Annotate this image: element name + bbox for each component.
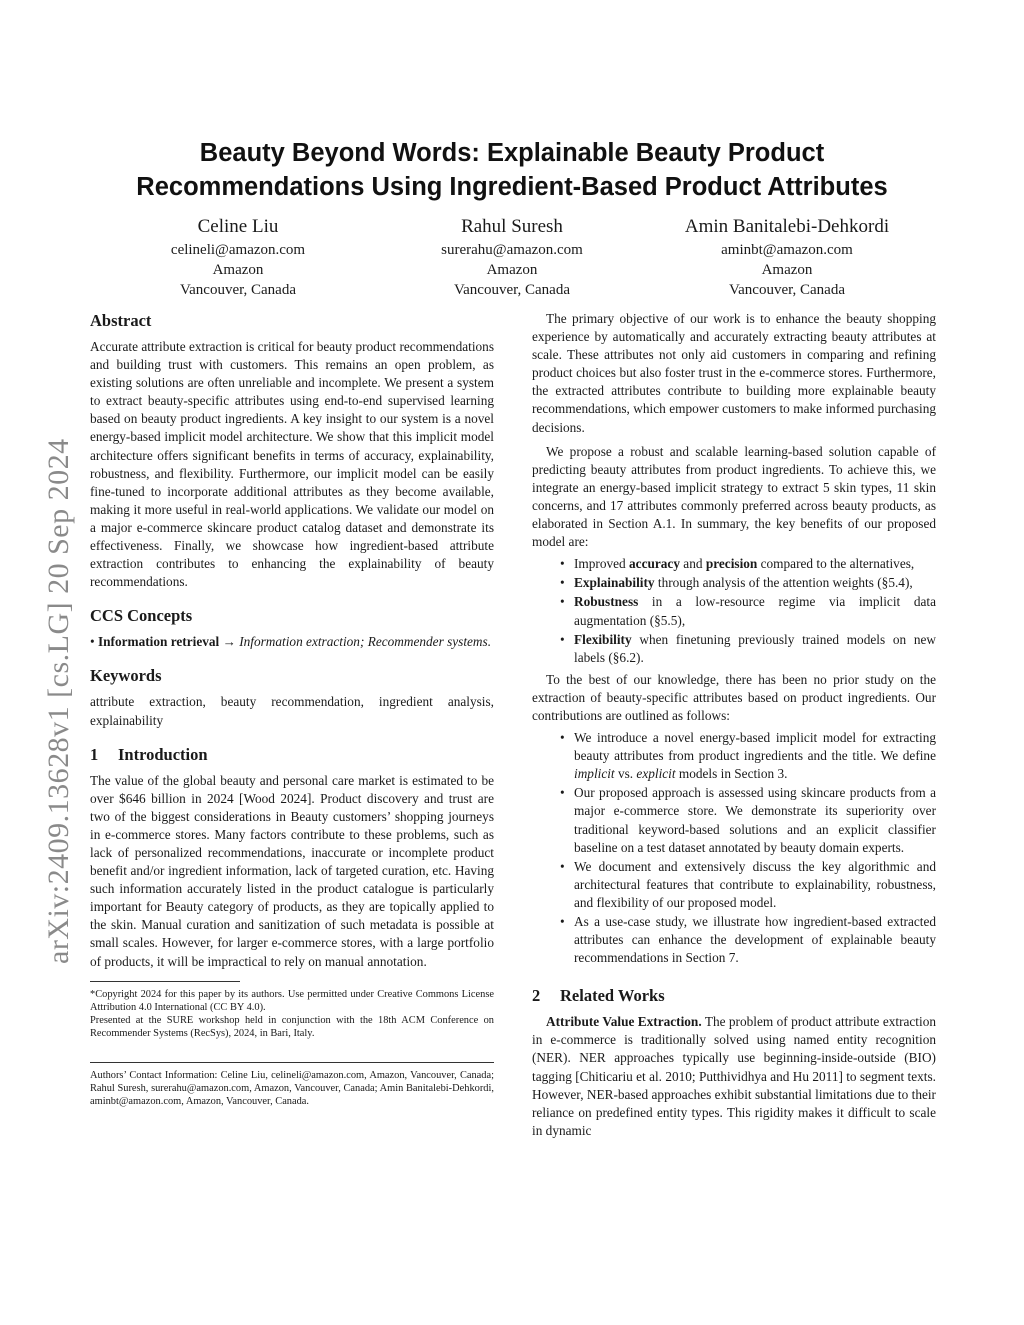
copyright-footnote: *Copyright 2024 for this paper by its authors. Use permitted under Creative Commons License Attribution 4.0 International (CC BY 4.0).	[90, 988, 494, 1013]
author-location: Vancouver, Canada	[179, 282, 296, 298]
right-paragraph-3: To the best of our knowledge, there has been no prior study on the extraction of beauty-specific attributes based on product ingredients. Our contributions are outlined as follows:	[532, 671, 936, 723]
list-item: • Our proposed approach is assessed using skincare products from a major e-commerce store. We demonstrate its superiority over traditional keyword-based solutions and an explicit classifier baseline on a test dataset annotated by beauty domain experts.	[574, 784, 936, 856]
title-line-1: Beauty Beyond Words: Explainable Beauty Product	[199, 139, 825, 167]
list-item: • Robustness in a low-resource regime via implicit data augmentation (§5.5),	[574, 593, 936, 629]
arxiv-stamp: arXiv:2409.13628v1 [cs.LG] 20 Sep 2024	[42, 438, 75, 964]
section-title: Related Works	[560, 986, 665, 1006]
ccs-concepts	[90, 633, 494, 651]
related-works-heading	[532, 985, 936, 1007]
author-name: Amin Banitalebi-Dehkordi	[684, 216, 890, 237]
author-org: Amazon	[486, 262, 538, 278]
author-location: Vancouver, Canada	[453, 282, 570, 298]
section-number: 1	[90, 744, 99, 764]
list-item: • We document and extensively discuss the key algorithmic and architectural features that contribute to explainability, robustness, and flexibility of our proposed model.	[574, 858, 936, 912]
contact-footnote: Authors’ Contact Information: Celine Liu, celineli@amazon.com, Amazon, Vancouver, Canada; Rahul Suresh, surerahu@amazon.com, Amazon, Vancouver, Canada; Amin Banitalebi-Dehkordi, aminbt@amazon.com, Amazon, Vancouver, Canada.	[90, 1069, 494, 1107]
avx-heading: Attribute Value Extraction.	[546, 1014, 702, 1030]
author-org: Amazon	[212, 262, 264, 278]
paper-title	[90, 136, 934, 204]
section-number: 2	[532, 986, 541, 1006]
abstract-text: Accurate attribute extraction is critical for beauty product recommendations and building trust with customers. This remains an open problem, as existing solutions are often unreliable and incomplete. We present a system to extract beauty-specific attributes using end-to-end supervised learning based on beauty product ingredients. A key insight to our system is a novel energy-based implicit model architecture. We show that this implicit model architecture offers significant benefits in terms of accuracy, explainability, robustness, and flexibility. Furthermore, our implicit model can be easily fine-tuned to incorporate additional attributes as they become available, making it more useful in real-world applications. We validate our model on a major e-commerce skincare product catalog dataset and demonstrate its effectiveness. Finally, we showcase how ingredient-based attribute extraction contributes to enhancing the explainability of beauty recommendations.	[90, 339, 494, 590]
section-title: Introduction	[118, 744, 208, 764]
ccs-heading: CCS Concepts	[90, 606, 193, 626]
introduction-text: The value of the global beauty and personal care market is estimated to be over $646 billion in 2024 [Wood 2024]. Product discovery and trust are two of the biggest considerations in Beauty customers’ shopping journeys in e-commerce stores. Many factors contribute to these problems, such as lack of personalized recommendations, inaccurate or incomplete product benefit and/or ingredient information, lack of targeted curation, etc. Having such information accurately listed in the product catalogue is particularly important for Beauty category of products, as they are topically applied to the skin. Manual curation and sanitization of such metadata is possible at small scales. However, for larger e-commerce stores, with a large portfolio of products, it will be impractical to rely on manual annotation.	[90, 772, 494, 969]
title-line-2: Recommendations Using Ingredient-Based Product Attributes	[136, 173, 888, 201]
author-email: surerahu@amazon.com	[441, 242, 583, 258]
list-item: • Explainability through analysis of the attention weights (§5.4),	[574, 574, 936, 592]
author-email: celineli@amazon.com	[170, 242, 306, 258]
author-block-3	[652, 214, 922, 300]
abstract-heading: Abstract	[90, 311, 152, 330]
list-item: • We introduce a novel energy-based implicit model for extracting beauty attributes from product ingredients and the title. We define implicit vs. explicit models in Section 3.	[574, 729, 936, 783]
author-block-2	[377, 214, 647, 300]
author-name: Celine Liu	[197, 216, 279, 237]
avx-text: The problem of product attribute extraction in e-commerce is traditionally solved using named entity recognition (NER). NER approaches typically use beginning-inside-outside (BIO) tagging [Chiticariu et al. 2010; Putthividhya and Hu 2011] to segment texts. However, NER-based approaches exhibit substantial limitations due to their reliance on predefined entity types. This rigidity makes it difficult to scale in dynamic	[532, 1014, 936, 1138]
list-item: • As a use-case study, we illustrate how ingredient-based extracted attributes can enhance the development of explainable beauty recommendations in Section 7.	[574, 913, 936, 967]
ccs-italic: Information extraction; Recommender systems.	[239, 634, 492, 650]
author-email: aminbt@amazon.com	[721, 242, 853, 258]
benefits-list	[532, 555, 936, 667]
ccs-bold: Information retrieval	[97, 634, 220, 650]
introduction-heading	[90, 744, 494, 766]
author-block-1	[103, 214, 373, 300]
keywords-heading: Keywords	[90, 666, 162, 686]
related-works-text	[532, 1013, 936, 1140]
author-org: Amazon	[761, 262, 813, 278]
right-paragraph-2: We propose a robust and scalable learning-based solution capable of predicting beauty attributes from product ingredients. To achieve this, we integrate an energy-based implicit strategy to extract 5 skin types, 11 skin concerns, and 17 attributes commonly preferred across beauty products, as elaborated in Section A.1. In summary, the key benefits of our proposed model are:	[532, 443, 936, 550]
list-item: • Flexibility when finetuning previously trained models on new labels (§6.2).	[574, 631, 936, 667]
contributions-list	[532, 729, 936, 967]
ccs-bullet: •	[90, 634, 95, 650]
left-column	[90, 310, 494, 1108]
right-paragraph-1: The primary objective of our work is to enhance the beauty shopping experience by automatically and accurately extracting beauty attributes at scale. These attributes not only aid customers in comparing and refining product choices but also foster trust in the e-commerce stores. Furthermore, the extracted attributes contribute to building more explainable beauty recommendations, which empower customers to make informed purchasing decisions.	[532, 311, 936, 435]
ccs-arrow: →	[222, 634, 236, 650]
contact-rule	[90, 1062, 494, 1063]
right-column	[532, 310, 936, 1140]
workshop-footnote: Presented at the SURE workshop held in conjunction with the 18th ACM Conference on Recommender Systems (RecSys), 2024, in Bari, Italy.	[90, 1014, 494, 1039]
keywords-text: attribute extraction, beauty recommendation, ingredient analysis, explainability	[90, 694, 494, 728]
author-location: Vancouver, Canada	[728, 282, 845, 298]
list-item: • Improved accuracy and precision compared to the alternatives,	[574, 555, 936, 573]
author-name: Rahul Suresh	[461, 216, 563, 237]
footnote-rule	[90, 981, 240, 982]
